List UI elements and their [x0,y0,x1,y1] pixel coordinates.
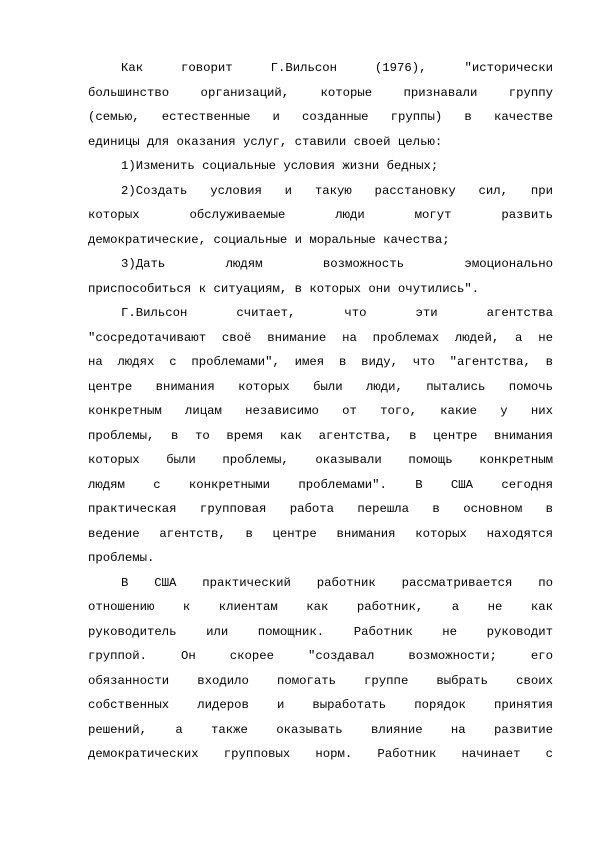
text-line: демократических групповых норм. Работник начинает с [88,747,553,761]
text-line: "сосредотачивают своё внимание на проблемах людей, а не [88,330,553,345]
text-line: 1)Изменить социальные условия жизни бедных; [121,159,439,173]
text-line: группой. Он скорее "создавал возможности; его [88,649,553,663]
text-line: обязанности входило помогать группе выбрать своих [88,673,553,688]
paragraph-item-3 [88,252,553,301]
text-line: руководитель или помощник. Работник не руководит [88,624,553,639]
text-line: которых обслуживаемые люди могут развить [88,208,553,222]
paragraph-worker-role [88,571,553,767]
text-line: на людях с проблемами", имея в виду, что "агентства, в [88,355,553,369]
paragraph-wilson-agencies [88,301,553,571]
text-line: практическая групповая работа перешла в основном в [88,502,553,516]
text-line: проблемы. [88,551,155,565]
text-line: 2)Создать условия и такую расстановку сил, при [121,183,553,198]
text-line: проблемы, в то время как агентства, в центре внимания [88,428,553,443]
text-line: единицы для оказания услуг, ставили своей целью: [88,134,443,149]
paragraph-item-2 [88,179,553,253]
text-line: Как говорит Г.Вильсон (1976), "исторически [121,61,553,75]
text-line: людям с конкретными проблемами". В США сегодня [88,477,553,492]
text-line: (семью, естественные и созданные группы) в качестве [88,110,553,124]
text-line: демократические, социальные и моральные качества; [88,232,450,247]
paragraph-intro [88,56,553,154]
text-line: отношению к клиентам как работник, а не как [88,600,553,614]
text-line: решений, а также оказывать влияние на развитие [88,722,553,737]
text-line: собственных лидеров и выработать порядок принятия [88,698,553,712]
text-line: ведение агентств, в центре внимания которых находятся [88,526,553,541]
text-line: большинство организаций, которые признавали группу [88,85,553,100]
text-line: Г.Вильсон считает, что эти агентства [121,306,553,320]
paragraph-item-1 [88,154,553,179]
text-line: центре внимания которых были люди, пытались помочь [88,379,553,394]
text-line: которых были проблемы, оказывали помощь конкретным [88,453,553,467]
text-line: В США практический работник рассматривается по [121,575,553,590]
text-line: приспособиться к ситуациям, в которых они очутились". [88,281,480,296]
document-page [88,56,553,767]
text-line: конкретным лицам независимо от того, какие у них [88,404,553,418]
text-line: 3)Дать людям возможность эмоционально [121,257,553,271]
